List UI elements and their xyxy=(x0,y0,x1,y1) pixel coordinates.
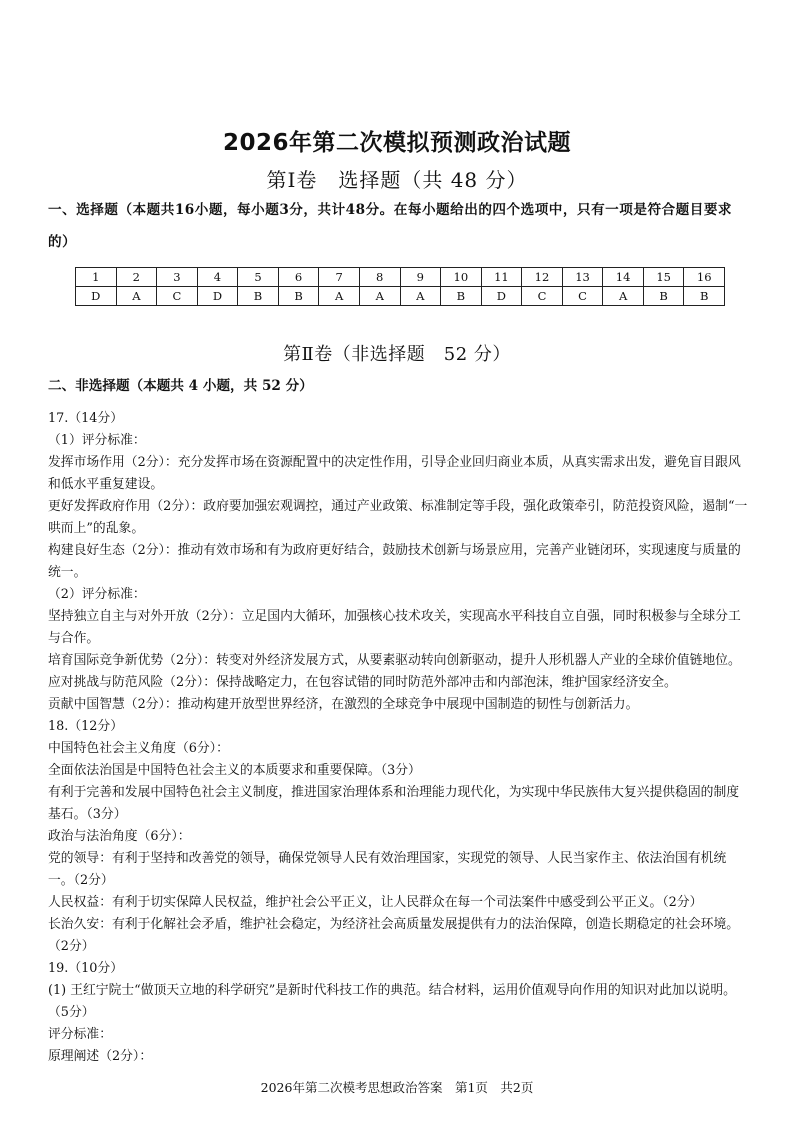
answer-cell: B xyxy=(238,287,279,306)
page-footer: 2026年第二次模考思想政治答案 第1页 共2页 xyxy=(260,1080,534,1095)
answer-body xyxy=(48,408,748,1068)
answer-cell: B xyxy=(643,287,684,306)
body-line: 中国特色社会主义角度（6分）： xyxy=(48,741,229,756)
question-number: 12 xyxy=(522,268,563,287)
section1-instructions: 一、选择题（本题共16小题，每小题3分，共计48分。在每小题给出的四个选项中，只有一项是符合题目要求的） xyxy=(48,202,733,250)
answer-cell: B xyxy=(441,287,482,306)
body-line: (1) 王红宁院士“做顶天立地的科学研究”是新时代科技工作的典范。结合材料，运用价值观导向作用的知识对此加以说明。（5分） xyxy=(48,983,736,1020)
body-line: 构建良好生态（2分）：推动有效市场和有为政府更好结合，鼓励技术创新与场景应用，完善产业链闭环，实现速度与质量的统一。 xyxy=(48,543,741,580)
body-line: 长治久安：有利于化解社会矛盾，维护社会稳定，为经济社会高质量发展提供有力的法治保障，创造长期稳定的社会环境。（2分） xyxy=(48,917,740,954)
question-number: 15 xyxy=(643,268,684,287)
part1-heading: 第Ⅰ卷 选择题（共 48 分） xyxy=(266,168,528,192)
answer-cell: A xyxy=(400,287,441,306)
body-line: 17.（14分） xyxy=(48,411,124,426)
body-line: 19.（10分） xyxy=(48,961,124,976)
body-line: 发挥市场作用（2分）：充分发挥市场在资源配置中的决定性作用，引导企业回归商业本质，从真实需求出发，避免盲目跟风和低水平重复建设。 xyxy=(48,455,741,492)
body-line: 培育国际竞争新优势（2分）：转变对外经济发展方式，从要素驱动转向创新驱动，提升人形机器人产业的全球价值链地位。 xyxy=(48,653,741,668)
question-number: 14 xyxy=(603,268,644,287)
answer-cell: C xyxy=(562,287,603,306)
answer-cell: B xyxy=(278,287,319,306)
question-number: 8 xyxy=(359,268,400,287)
question-number: 10 xyxy=(441,268,482,287)
question-number: 13 xyxy=(562,268,603,287)
question-number: 4 xyxy=(197,268,238,287)
body-line: 应对挑战与防范风险（2分）：保持战略定力，在包容试错的同时防范外部冲击和内部泡沫，维护国家经济安全。 xyxy=(48,675,677,690)
body-line: 党的领导：有利于坚持和改善党的领导，确保党领导人民有效治理国家，实现党的领导、人民当家作主、依法治国有机统一。（2分） xyxy=(48,851,727,888)
answer-table xyxy=(75,267,725,306)
question-number: 11 xyxy=(481,268,522,287)
part2-heading: 第Ⅱ卷（非选择题 52 分） xyxy=(283,344,511,365)
question-number: 6 xyxy=(278,268,319,287)
question-number: 7 xyxy=(319,268,360,287)
body-line: 全面依法治国是中国特色社会主义的本质要求和重要保障。（3分） xyxy=(48,763,421,778)
body-line: 人民权益：有利于切实保障人民权益，维护社会公平正义，让人民群众在每一个司法案件中感受到公平正义。（2分） xyxy=(48,895,703,910)
question-number: 5 xyxy=(238,268,279,287)
question-number: 16 xyxy=(684,268,725,287)
body-line: （2）评分标准： xyxy=(48,587,146,602)
question-number: 9 xyxy=(400,268,441,287)
question-number: 1 xyxy=(76,268,117,287)
answer-cell: D xyxy=(481,287,522,306)
body-line: 坚持独立自主与对外开放（2分）：立足国内大循环，加强核心技术攻关，实现高水平科技自立自强，同时积极参与全球分工与合作。 xyxy=(48,609,741,646)
answer-cell: A xyxy=(319,287,360,306)
answer-cell: C xyxy=(522,287,563,306)
answer-cell: A xyxy=(603,287,644,306)
answer-cell: B xyxy=(684,287,725,306)
question-number: 3 xyxy=(157,268,198,287)
answer-cell: C xyxy=(157,287,198,306)
answer-cell: A xyxy=(359,287,400,306)
body-line: （1）评分标准： xyxy=(48,433,146,448)
body-line: 评分标准： xyxy=(48,1027,112,1042)
answer-cell: D xyxy=(197,287,238,306)
body-line: 18.（12分） xyxy=(48,719,124,734)
answer-row xyxy=(76,287,725,306)
question-number: 2 xyxy=(116,268,157,287)
answer-cell: A xyxy=(116,287,157,306)
body-line: 原理阐述（2分）： xyxy=(48,1049,153,1064)
body-line: 贡献中国智慧（2分）：推动构建开放型世界经济，在激烈的全球竞争中展现中国制造的韧性与创新活力。 xyxy=(48,697,639,712)
page-title: 2026年第二次模拟预测政治试题 xyxy=(222,130,571,156)
body-line: 有利于完善和发展中国特色社会主义制度，推进国家治理体系和治理能力现代化，为实现中华民族伟大复兴提供稳固的制度基石。（3分） xyxy=(48,785,740,822)
question-number-row xyxy=(76,268,725,287)
answer-cell: D xyxy=(76,287,117,306)
body-line: 政治与法治角度（6分）： xyxy=(48,829,191,844)
section2-heading: 二、非选择题（本题共 4 小题，共 52 分） xyxy=(48,378,313,394)
body-line: 更好发挥政府作用（2分）：政府要加强宏观调控，通过产业政策、标准制定等手段，强化政策牵引，防范投资风险，遏制“一哄而上”的乱象。 xyxy=(48,499,748,536)
